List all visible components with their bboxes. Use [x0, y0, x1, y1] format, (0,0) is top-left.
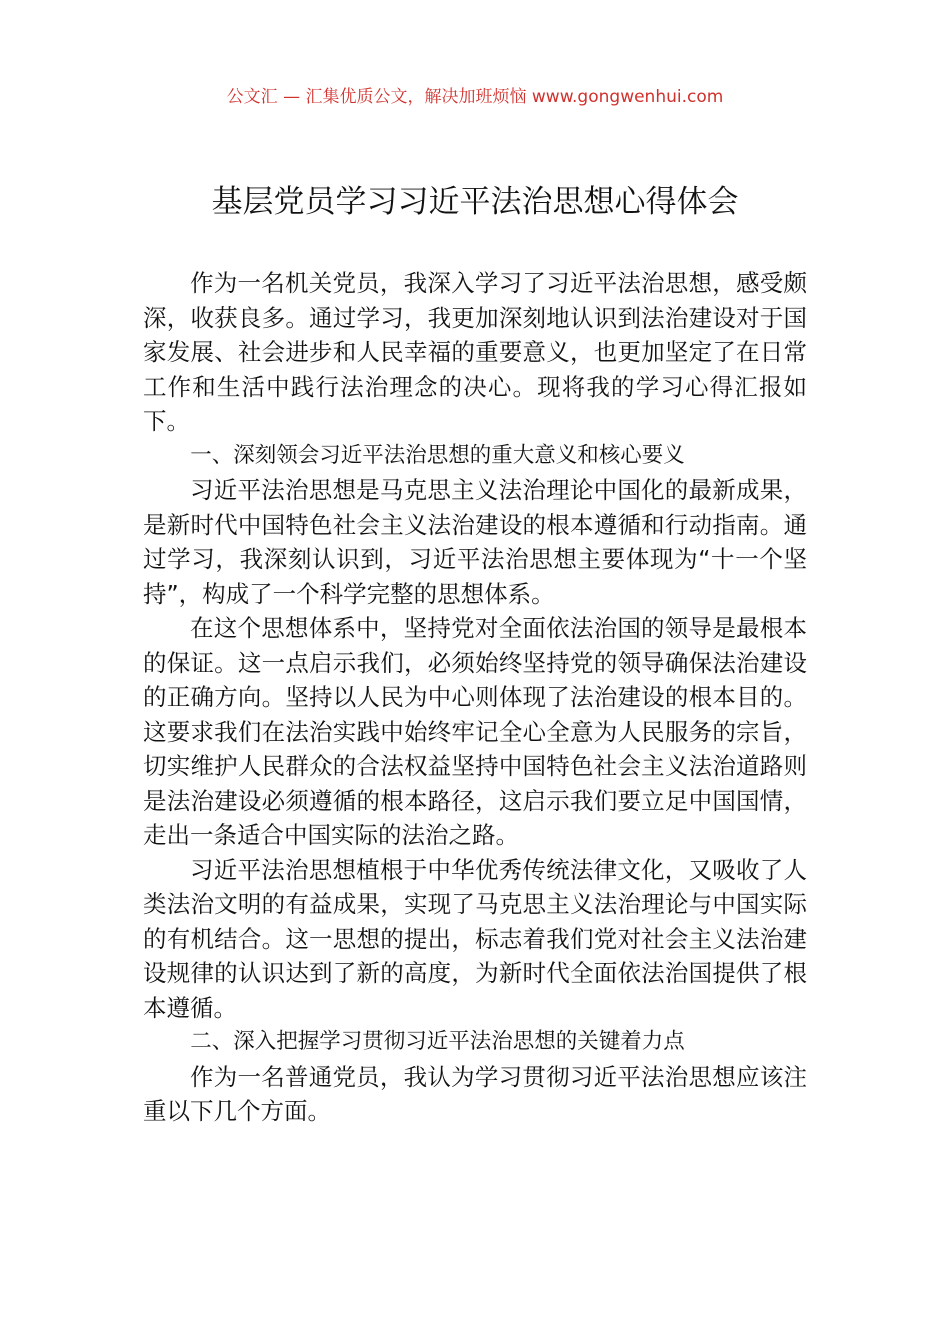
section-heading-1: 一、深刻领会习近平法治思想的重大意义和核心要义 [190, 442, 685, 468]
document-title: 基层党员学习习近平法治思想心得体会 [211, 184, 739, 220]
paragraph-system: 在这个思想体系中，坚持党对全面依法治国的领导是最根本的保证。这一点启示我们，必须始终坚持党的领导确保法治建设的正确方向。坚持以人民为中心则体现了法治建设的根本目的。这要求我们在法治实践中始终牢记全心全意为人民服务的宗旨，切实维护人民群众的合法权益坚持中国特色社会主义法治道路则是法治建设必须遵循的根本路径，这启示我们要立足中国国情，走出一条适合中国实际的法治之路。 [143, 614, 807, 849]
paragraph-intro: 作为一名机关党员，我深入学习了习近平法治思想，感受颇深，收获良多。通过学习，我更加深刻地认识到法治建设对于国家发展、社会进步和人民幸福的重要意义，也更加坚定了在日常工作和生活中践行法治理念的决心。现将我的学习心得汇报如下。 [143, 269, 807, 435]
paragraph-significance: 习近平法治思想是马克思主义法治理论中国化的最新成果，是新时代中国特色社会主义法治建设的根本遵循和行动指南。通过学习，我深刻认识到，习近平法治思想主要体现为“十一个坚持”，构成了一个科学完整的思想体系。 [143, 476, 807, 608]
paragraph-roots: 习近平法治思想植根于中华优秀传统法律文化，又吸收了人类法治文明的有益成果，实现了马克思主义法治理论与中国实际的有机结合。这一思想的提出，标志着我们党对社会主义法治建设规律的认识达到了新的高度，为新时代全面依法治国提供了根本遵循。 [143, 855, 807, 1022]
document-body [143, 266, 807, 1129]
site-banner: 公文汇 — 汇集优质公文，解决加班烦恼 www.gongwenhui.com [226, 87, 724, 107]
section-heading-2: 二、深入把握学习贯彻习近平法治思想的关键着力点 [190, 1029, 685, 1054]
paragraph-focus: 作为一名普通党员，我认为学习贯彻习近平法治思想应该注重以下几个方面。 [143, 1062, 807, 1125]
